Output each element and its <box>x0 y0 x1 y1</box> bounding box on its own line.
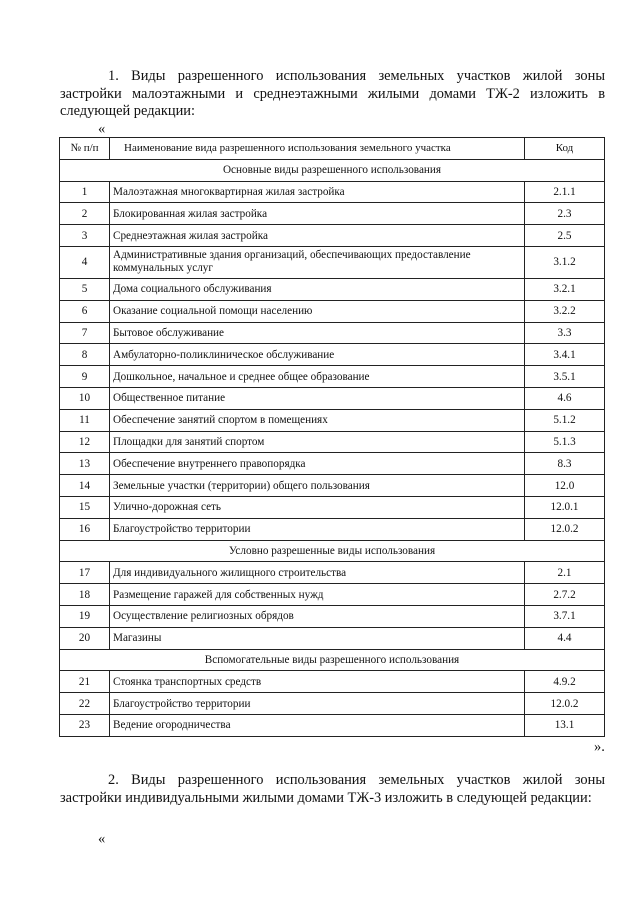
section-header-row <box>60 540 605 562</box>
row-number: 23 <box>60 714 110 736</box>
table-row <box>60 322 605 344</box>
row-name: Блокированная жилая застройка <box>110 203 525 225</box>
row-number: 15 <box>60 496 110 518</box>
table-row <box>60 246 605 278</box>
table-row <box>60 671 605 693</box>
row-name: Размещение гаражей для собственных нужд <box>110 584 525 606</box>
opening-quote-2: « <box>98 831 106 847</box>
row-name: Среднеэтажная жилая застройка <box>110 225 525 247</box>
row-code: 3.1.2 <box>525 246 605 278</box>
row-number: 12 <box>60 431 110 453</box>
row-name: Земельные участки (территории) общего пользования <box>110 475 525 497</box>
table-row <box>60 627 605 649</box>
row-number: 3 <box>60 225 110 247</box>
section-title: Условно разрешенные виды использования <box>60 540 605 562</box>
row-name: Площадки для занятий спортом <box>110 431 525 453</box>
row-number: 22 <box>60 693 110 715</box>
row-number: 18 <box>60 584 110 606</box>
row-number: 1 <box>60 181 110 203</box>
section-title: Основные виды разрешенного использования <box>60 159 605 181</box>
table-row <box>60 453 605 475</box>
table-row <box>60 387 605 409</box>
section-header-row <box>60 649 605 671</box>
row-code: 4.9.2 <box>525 671 605 693</box>
row-code: 4.4 <box>525 627 605 649</box>
row-number: 14 <box>60 475 110 497</box>
row-number: 9 <box>60 366 110 388</box>
row-code: 3.2.2 <box>525 300 605 322</box>
row-number: 8 <box>60 344 110 366</box>
row-name: Оказание социальной помощи населению <box>110 300 525 322</box>
row-name: Благоустройство территории <box>110 693 525 715</box>
row-name: Дома социального обслуживания <box>110 278 525 300</box>
table-body <box>60 159 605 736</box>
row-number: 5 <box>60 278 110 300</box>
row-name: Дошкольное, начальное и среднее общее образование <box>110 366 525 388</box>
section-title: Вспомогательные виды разрешенного использования <box>60 649 605 671</box>
row-name: Магазины <box>110 627 525 649</box>
row-code: 12.0 <box>525 475 605 497</box>
land-use-table <box>59 137 605 737</box>
row-name: Амбулаторно-поликлиническое обслуживание <box>110 344 525 366</box>
row-code: 2.7.2 <box>525 584 605 606</box>
table-row <box>60 496 605 518</box>
row-name: Общественное питание <box>110 387 525 409</box>
row-name: Малоэтажная многоквартирная жилая застройка <box>110 181 525 203</box>
table-row <box>60 278 605 300</box>
row-name: Для индивидуального жилищного строительства <box>110 562 525 584</box>
row-number: 4 <box>60 246 110 278</box>
table-row <box>60 203 605 225</box>
closing-quote: ». <box>594 739 605 755</box>
row-code: 12.0.2 <box>525 693 605 715</box>
table-row <box>60 475 605 497</box>
row-number: 11 <box>60 409 110 431</box>
row-code: 2.1 <box>525 562 605 584</box>
table-row <box>60 300 605 322</box>
row-name: Обеспечение внутреннего правопорядка <box>110 453 525 475</box>
table-row <box>60 518 605 540</box>
row-name: Бытовое обслуживание <box>110 322 525 344</box>
row-name: Стоянка транспортных средств <box>110 671 525 693</box>
table-row <box>60 409 605 431</box>
row-name: Обеспечение занятий спортом в помещениях <box>110 409 525 431</box>
row-code: 2.3 <box>525 203 605 225</box>
row-code: 3.5.1 <box>525 366 605 388</box>
row-code: 3.4.1 <box>525 344 605 366</box>
table-row <box>60 584 605 606</box>
table-row <box>60 605 605 627</box>
row-code: 3.2.1 <box>525 278 605 300</box>
table-row <box>60 562 605 584</box>
row-code: 2.1.1 <box>525 181 605 203</box>
table-row <box>60 366 605 388</box>
row-code: 4.6 <box>525 387 605 409</box>
opening-quote: « <box>98 121 106 137</box>
row-code: 8.3 <box>525 453 605 475</box>
row-code: 5.1.2 <box>525 409 605 431</box>
table-row <box>60 181 605 203</box>
row-name: Улично-дорожная сеть <box>110 496 525 518</box>
row-number: 2 <box>60 203 110 225</box>
table-row <box>60 431 605 453</box>
row-code: 2.5 <box>525 225 605 247</box>
row-name: Ведение огородничества <box>110 714 525 736</box>
row-code: 3.3 <box>525 322 605 344</box>
row-code: 13.1 <box>525 714 605 736</box>
row-code: 12.0.2 <box>525 518 605 540</box>
header-name: Наименование вида разрешенного использования земельного участка <box>110 138 525 160</box>
row-number: 13 <box>60 453 110 475</box>
row-number: 7 <box>60 322 110 344</box>
section-header-row <box>60 159 605 181</box>
row-number: 17 <box>60 562 110 584</box>
row-code: 12.0.1 <box>525 496 605 518</box>
row-number: 20 <box>60 627 110 649</box>
row-code: 3.7.1 <box>525 605 605 627</box>
header-number: № п/п <box>60 138 110 160</box>
header-code: Код <box>525 138 605 160</box>
paragraph-1: 1. Виды разрешенного использования земельных участков жилой зоны застройки малоэтажными и среднеэтажными жилыми домами ТЖ-2 изложить в следующей редакции: <box>60 68 605 119</box>
row-number: 10 <box>60 387 110 409</box>
row-name: Осуществление религиозных обрядов <box>110 605 525 627</box>
row-code: 5.1.3 <box>525 431 605 453</box>
table-row <box>60 344 605 366</box>
row-name: Благоустройство территории <box>110 518 525 540</box>
table-row <box>60 225 605 247</box>
row-number: 19 <box>60 605 110 627</box>
row-name: Административные здания организаций, обеспечивающих предоставление коммунальных услуг <box>110 246 525 278</box>
table-header-row <box>60 138 605 160</box>
row-number: 16 <box>60 518 110 540</box>
table-row <box>60 693 605 715</box>
row-number: 21 <box>60 671 110 693</box>
table-row <box>60 714 605 736</box>
row-number: 6 <box>60 300 110 322</box>
paragraph-2: 2. Виды разрешенного использования земельных участков жилой зоны застройки индивидуальными жилыми домами ТЖ-3 изложить в следующей редакции: <box>60 772 605 806</box>
